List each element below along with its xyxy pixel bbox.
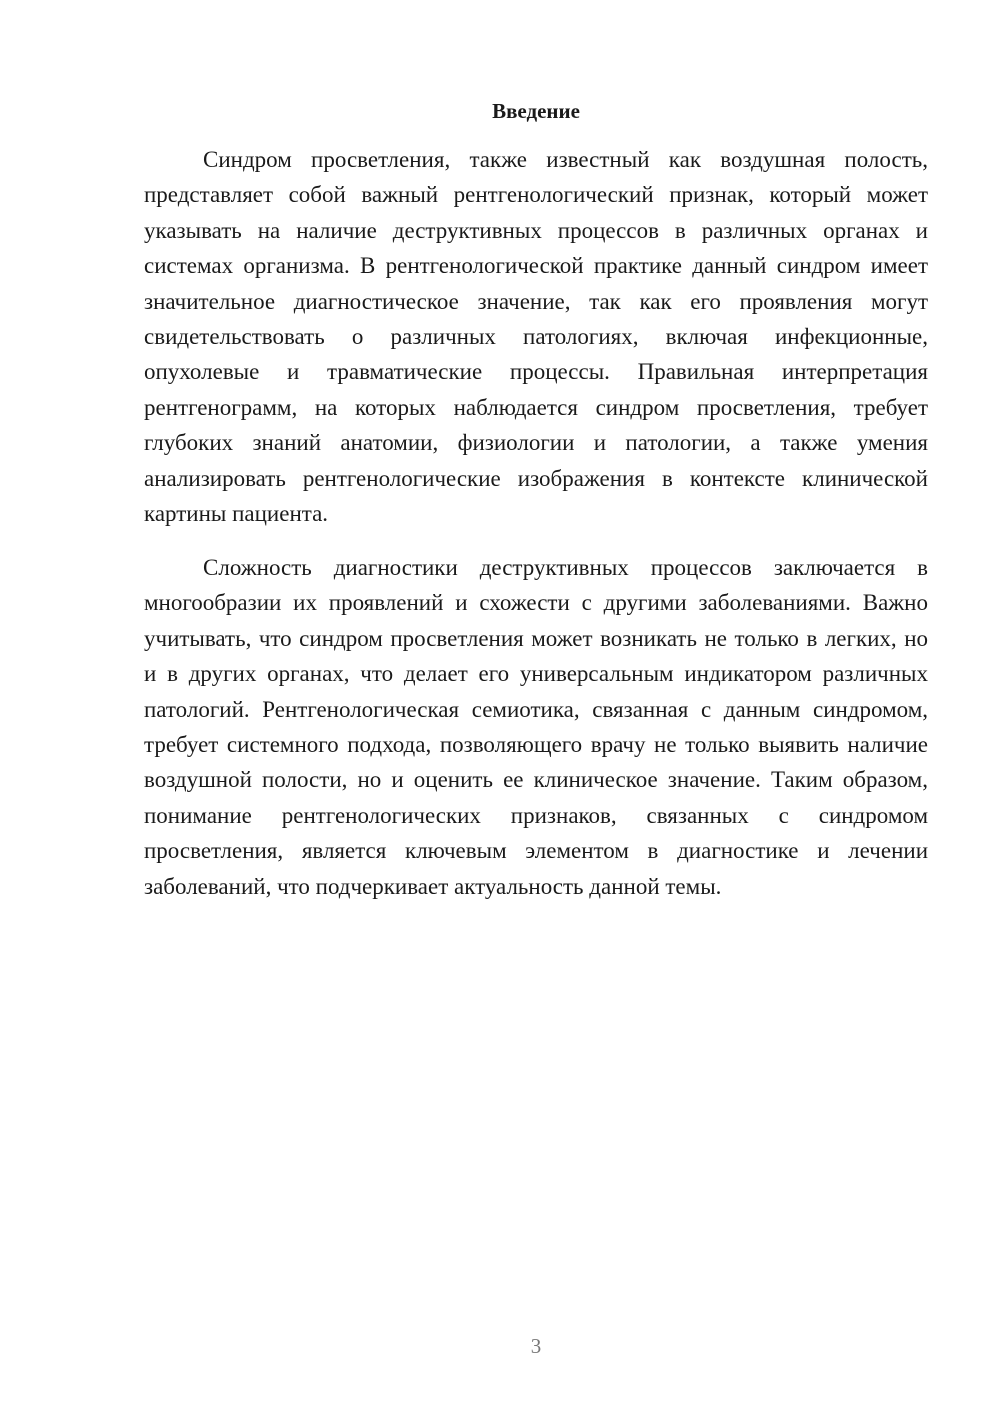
page-number: 3 [530, 1334, 542, 1358]
section-heading: Введение [492, 99, 580, 123]
paragraph-2: Сложность диагностики деструктивных процессов заключается в многообразии их проявлений и схожести с другими заболеваниями. Важно учитывать, что синдром просветления может возникать не только в легких, но и в других органах, что делает его универсальным индикатором различных патологий. Рентгенологическая семиотика, связанная с данным синдромом, требует системного подхода, позволяющего врачу не только выявить наличие воздушной полости, но и оценить ее клиническое значение. Таким образом, понимание рентгенологических признаков, связанных с синдромом просветления, является ключевым элементом в диагностике и лечении заболеваний, что подчеркивает актуальность данной темы. [144, 555, 928, 899]
paragraph-1: Синдром просветления, также известный как воздушная полость, представляет собой важный рентгенологический признак, который может указывать на наличие деструктивных процессов в различных органах и системах организма. В рентгенологической практике данный синдром имеет значительное диагностическое значение, так как его проявления могут свидетельствовать о различных патологиях, включая инфекционные, опухолевые и травматические процессы. Правильная интерпретация рентгенограмм, на которых наблюдается синдром просветления, требует глубоких знаний анатомии, физиологии и патологии, а также умения анализировать рентгенологические изображения в контексте клинической картины пациента. [144, 147, 928, 527]
